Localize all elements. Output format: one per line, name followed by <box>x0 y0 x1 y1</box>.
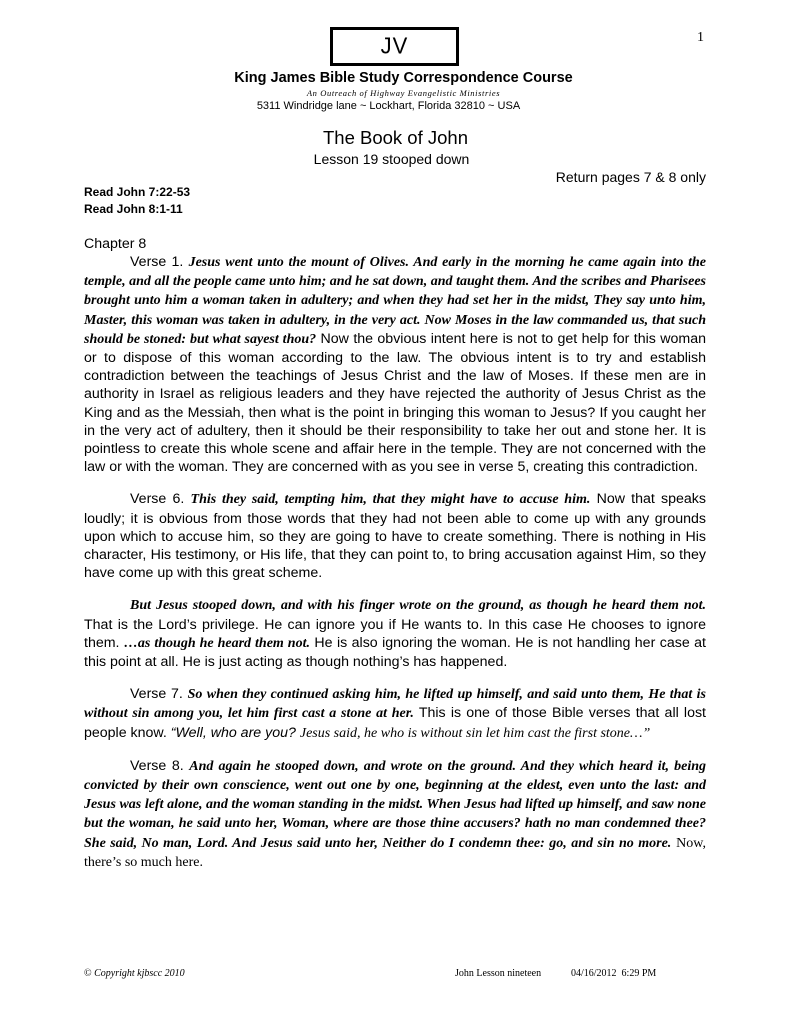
logo-text: JV <box>380 32 409 59</box>
commentary-text: This is one of those Bible verses that all lost people know. <box>84 705 707 741</box>
footer-copyright <box>84 968 185 979</box>
paragraph-verse-7 <box>84 685 706 743</box>
course-title: King James Bible Study Correspondence Course <box>234 70 573 86</box>
scripture-text: But Jesus stooped down, and with his finger wrote on the ground, as though he heard them not. <box>130 598 706 614</box>
scripture-text: Jesus went unto the mount of Olives. And early in the morning he came again into the temple, and all the people came unto him; and he sat down, and taught them. And the scribes and Pharisees brought unto him a woman taken in adultery; and when they had set her in the midst, They say unto him, Master, this woman was taken in adultery, in the very act. Now Moses in the law commanded us, that such should be stoned: but what sayest thou? <box>84 255 706 347</box>
reading-line: Read John 8:1-11 <box>84 202 183 216</box>
lesson-body <box>84 235 706 886</box>
book-title: The Book of John <box>322 127 468 148</box>
paragraph-verse-6 <box>84 490 706 582</box>
footer-lesson-name: John Lesson nineteen <box>455 968 542 979</box>
paragraph-verse-8 <box>84 757 706 872</box>
verse-label: Verse 1. <box>130 254 184 270</box>
verse-label: Verse 8. <box>130 757 184 774</box>
scripture-text: …as though he heard them not. <box>123 635 310 651</box>
course-subtitle: An Outreach of Highway Evangelistic Ministries <box>306 88 501 98</box>
commentary-text: That is the Lord’s privilege. He can ignore you if He wants to. In this case He chooses to ignore them. <box>84 616 706 651</box>
paragraph-stooped-down <box>84 596 706 671</box>
commentary-text: He is also ignoring the woman. He is not handling her case at this point at all. He is just acting as though nothing’s has happened. <box>84 634 706 671</box>
copyright-text: Copyright kjbscc 2010 <box>94 968 185 979</box>
reading-assignment <box>84 184 190 218</box>
quote-text: Jesus said, he who is without sin let him cast the first stone…” <box>299 725 651 741</box>
commentary-text: Now the obvious intent here is not to get help for this woman or to dispose of this woman according to the law. The obvious intent is to try and establish contradiction between the teachings of Jesus Christ and the law of Moses. If these men are in authority in Israel as religious leaders and they have rejected the authority of Jesus Christ as the King and as the Messiah, then what is the point in bringing this woman to Jesus? If you caught her in the very act of adultery, then it should be their responsibility to take her out and stone her. It is pointless to create this whole scene and affair here in the temple. They are not concerned with the law or with the woman. They are concerned with as you see in verse 5, creating this contradiction. <box>84 330 706 476</box>
copyright-icon: © <box>84 968 92 979</box>
paragraph-verse-1 <box>84 253 706 476</box>
chapter-heading: Chapter 8 <box>84 236 147 252</box>
quote-text: “Well, who are you? <box>170 724 296 741</box>
commentary-text: Now, there’s so much here. <box>84 835 706 870</box>
lesson-title: Lesson 19 stooped down <box>313 151 470 167</box>
return-note: Return pages 7 & 8 only <box>555 169 706 185</box>
footer-date: 04/16/2012 6:29 PM <box>571 968 657 979</box>
page-number: 1 <box>697 30 704 45</box>
verse-label: Verse 7. <box>130 686 183 703</box>
course-address: 5311 Windridge lane ~ Lockhart, Florida 32810 ~ USA <box>256 100 521 112</box>
verse-label: Verse 6. <box>130 491 185 508</box>
reading-line: Read John 7:22-53 <box>84 185 191 199</box>
commentary-text: Now that speaks loudly; it is obvious from those words that they had not been able to come up with any grounds upon which to accuse him, so they are going to have to create something. There is nothing in His character, His testimony, or His life, that they can point to, to bring accusation against Him, so they have come up with this great scheme. <box>84 491 706 582</box>
logo <box>330 27 459 66</box>
scripture-text: And again he stooped down, and wrote on the ground. And they which heard it, being convicted by their own conscience, went out one by one, beginning at the eldest, even unto the last: and Jesus was left alone, and the woman standing in the midst. When Jesus had lifted up himself, and saw none but the woman, he said unto her, Woman, where are those thine accusers? hath no man condemned thee? She said, No man, Lord. And Jesus said unto her, Neither do I condemn thee: go, and sin no more. <box>84 758 707 851</box>
scripture-text: This they said, tempting him, that they might have to accuse him. <box>190 492 591 508</box>
scripture-text: So when they continued asking him, he lifted up himself, and said unto them, He that is without sin among you, let him first cast a stone at her. <box>84 687 706 722</box>
